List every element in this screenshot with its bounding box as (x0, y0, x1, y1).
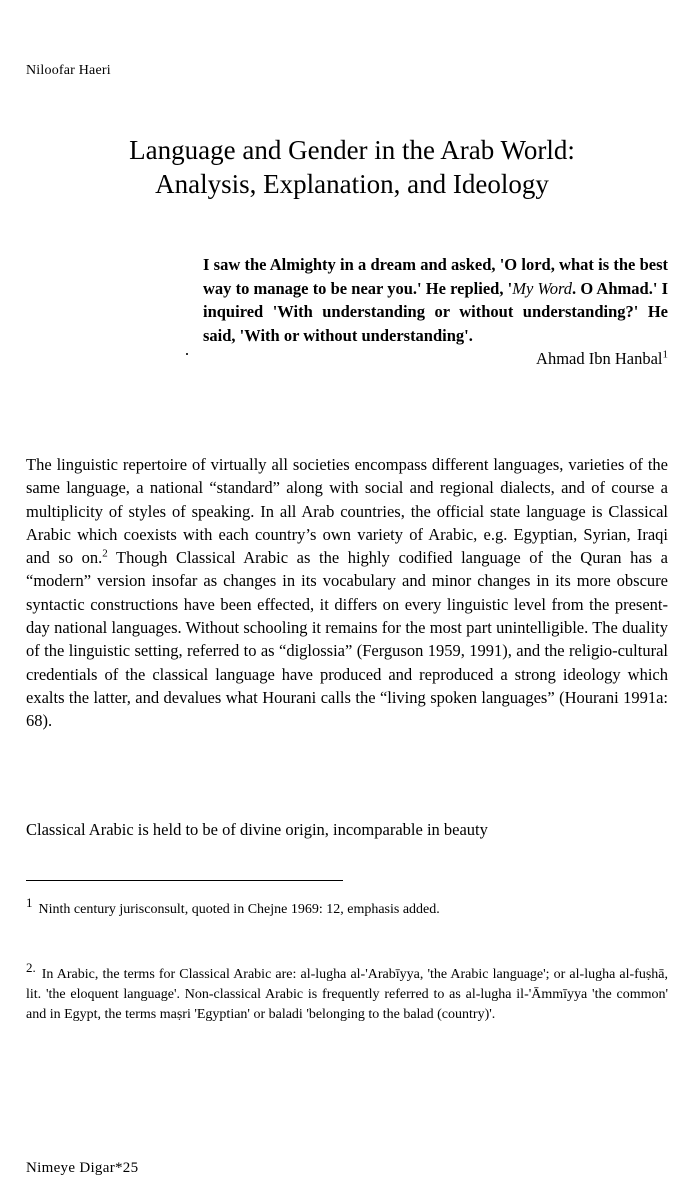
article-title-line-1: Language and Gender in the Arab World: (129, 135, 575, 165)
article-title (0, 133, 694, 201)
body-paragraph-1-part-2: Though Classical Arabic as the highly codified language of the Quran has a “modern” version insofar as changes in its vocabulary and minor changes in its more obscure syntactic constructions have been effected, it differs on every linguistic level from the present-day national languages. Without schooling it remains for the most part unintelligible. The duality of the linguistic setting, referred to as “diglossia” (Ferguson 1959, 1991), and the religio-cultural credentials of the classical language have produced and reproduced a strong ideology which exalts the latter, and devalues what Hourani calls the “living spoken languages” (Hourani 1991a: 68). (26, 548, 668, 731)
article-title-line-2: Analysis, Explanation, and Ideology (155, 169, 549, 199)
footnote-2-number: 2. (26, 960, 36, 976)
scan-artifact-dot (186, 353, 188, 355)
epigraph-quote (203, 253, 668, 347)
page-footer: Nimeye Digar*25 (26, 1160, 139, 1176)
footnote-2 (26, 960, 668, 1025)
epigraph-text-part-1: I saw the Almighty in a dream and asked, 'O lord, what is the best way to manage to be near you.' He replied, ' (203, 255, 668, 298)
footnote-1-text: Ninth century jurisconsult, quoted in Chejne 1969: 12, emphasis added. (38, 902, 440, 917)
footnote-2-text: In Arabic, the terms for Classical Arabic are: al-lugha al-'Arabīyya, 'the Arabic language'; or al-lugha al-fuṣhā, lit. 'the eloquent language'. Non-classical Arabic is frequently referred to as al-lugha il-'Āmmīyya 'the common' and in Egypt, the terms maṣri 'Egyptian' or baladi 'belonging to the balad (country)'. (26, 967, 668, 1022)
running-head-author: Niloofar Haeri (26, 63, 111, 78)
footnote-reference-2[interactable]: 2 (102, 547, 108, 560)
epigraph-attribution (203, 347, 668, 371)
epigraph-text-part-2: . O Ahmad.' I inquired 'With understanding or without understanding?' He said, 'With or without understanding'. (203, 278, 669, 345)
body-paragraph-2: Classical Arabic is held to be of divine origin, incomparable in beauty (26, 820, 488, 839)
footnote-1-number: 1 (26, 895, 33, 911)
epigraph-author: Ahmad Ibn Hanbal (536, 349, 663, 368)
footnote-1 (26, 895, 668, 920)
footnote-reference-1[interactable]: 1 (662, 348, 668, 361)
body-paragraph-1-part-1: The linguistic repertoire of virtually all societies encompass different languages, varieties of the same language, a national “standard” along with social and regional dialects, and of course a multiplicity of styles of speaking. In all Arab countries, the official state language is Classical Arabic which coexists with each country’s own variety of Arabic, e.g. Egyptian, Syrian, Iraqi and so on. (26, 455, 668, 568)
epigraph (203, 253, 668, 371)
footnote-divider (26, 880, 343, 881)
epigraph-emphasis: My Word (512, 278, 573, 298)
body-paragraph-1 (26, 453, 668, 733)
